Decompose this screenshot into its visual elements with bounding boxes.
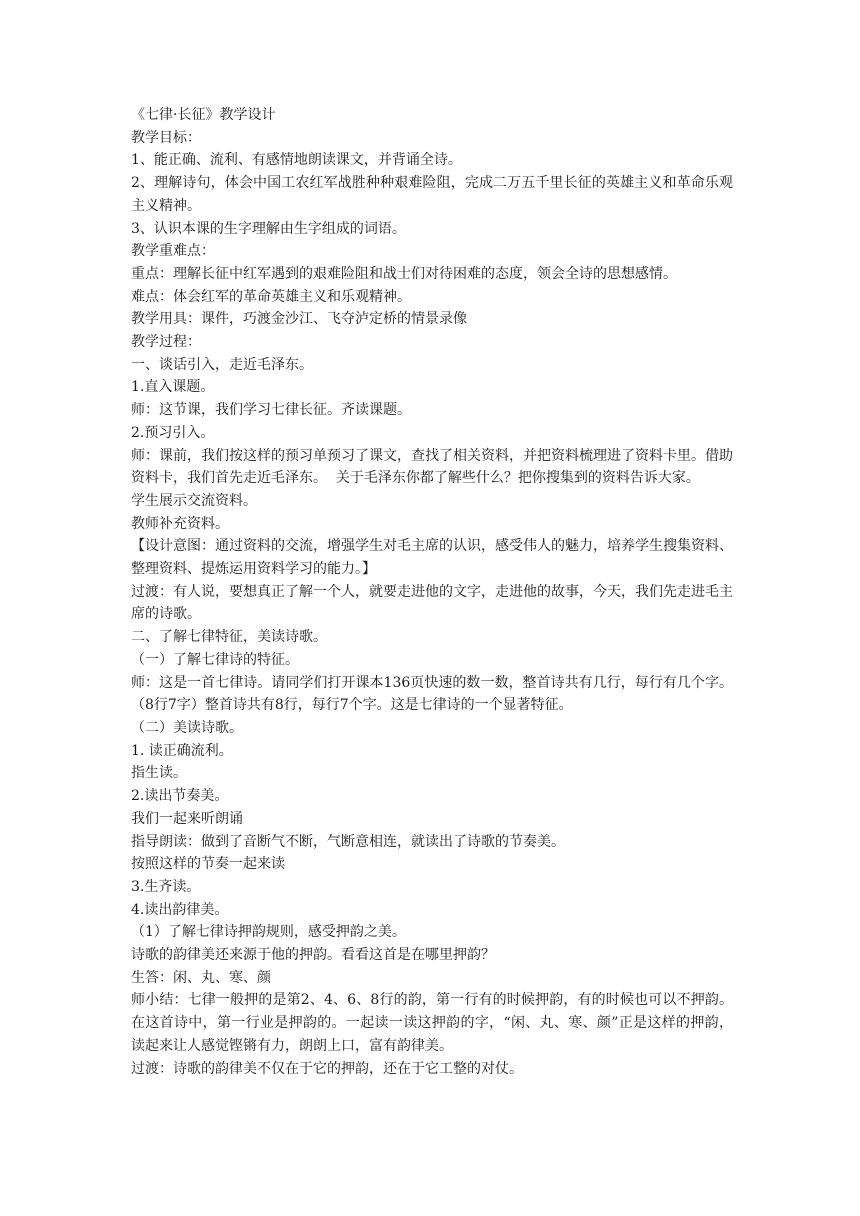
subsection-heading: （二）美读诗歌。 xyxy=(131,719,243,736)
paragraph: 指导朗读：做到了音断气不断，气断意相连，就读出了诗歌的节奏美。 xyxy=(131,833,565,850)
goal-item-1: 1、能正确、流利、有感情地朗读课文，并背诵全诗。 xyxy=(131,152,462,169)
key-point-text: 重点：理解长征中红军遇到的艰难险阻和战士们对待困难的态度，领会全诗的思想感情。 xyxy=(131,265,677,282)
heading-teaching-goals: 教学目标： xyxy=(131,129,201,146)
goal-item-3: 3、认识本课的生字理解由生字组成的词语。 xyxy=(131,220,406,237)
step-2-1: 1. 读正确流利。 xyxy=(131,742,233,759)
goal-item-2: 2、理解诗句，体会中国工农红军战胜种种艰难险阻，完成二万五千里长征的英雄主义和革命乐观主义精神。 xyxy=(131,175,733,214)
step-2-4: 4.读出韵律美。 xyxy=(131,901,229,918)
step-2-3: 3.生齐读。 xyxy=(131,878,201,895)
step-2-2: 2.读出节奏美。 xyxy=(131,788,229,805)
section-1-heading: 一、谈话引入，走近毛泽东。 xyxy=(131,356,313,373)
paragraph: 诗歌的韵律美还来源于他的押韵。看看这首是在哪里押韵？ xyxy=(131,947,495,964)
step-1-1: 1.直入课题。 xyxy=(131,379,215,396)
subsection-heading: （一）了解七律诗的特征。 xyxy=(131,651,299,668)
transition-line: 过渡：诗歌的韵律美不仅在于它的押韵，还在于它工整的对仗。 xyxy=(131,1060,523,1077)
difficulty-text: 难点：体会红军的革命英雄主义和乐观精神。 xyxy=(131,288,411,305)
heading-key-points: 教学重难点： xyxy=(131,243,215,260)
paragraph: 学生展示交流资料。 xyxy=(131,492,257,509)
paragraph: 指生读。 xyxy=(131,765,187,782)
transition-line: 过渡：有人说，要想真正了解一个人，就要走进他的文字，走进他的故事，今天，我们先走进毛主席的诗歌。 xyxy=(131,583,733,623)
paragraph: 教师补充资料。 xyxy=(131,515,229,532)
teacher-line: 师：这节课，我们学习七律长征。齐读课题。 xyxy=(131,402,411,419)
teaching-tools-text: 教学用具：课件，巧渡金沙江、飞夺泸定桥的情景录像 xyxy=(131,311,467,328)
heading-teaching-process: 教学过程： xyxy=(131,334,201,351)
document-title: 《七律·长征》教学设计 xyxy=(131,107,276,123)
sub-step-heading: （1）了解七律诗押韵规则，感受押韵之美。 xyxy=(131,924,406,941)
teacher-line: 师：课前，我们按这样的预习单预习了课文，查找了相关资料，并把资料梳理进了资料卡里。借助资料卡，我们首先走近毛泽东。 关于毛泽东你都了解些什么？把你搜集到的资料告诉大家。 xyxy=(131,447,733,487)
teacher-summary: 师小结：七律一般押的是第2、4、6、8行的韵，第一行有的时候押韵，有的时候也可以不押韵。在这首诗中，第一行业是押韵的。一起读一读这押韵的字，“闲、丸、寒、颜”正是这样的押韵，读起来让人感觉铿锵有力，朗朗上口，富有韵律美。 xyxy=(131,992,733,1054)
section-2-heading: 二、了解七律特征，美读诗歌。 xyxy=(131,629,327,646)
paragraph: 按照这样的节奏一起来读 xyxy=(131,856,285,873)
step-1-2: 2.预习引入。 xyxy=(131,424,215,441)
document-body xyxy=(131,104,733,1080)
paragraph: 我们一起来听朗诵 xyxy=(131,810,243,827)
student-answer: 生答：闲、丸、寒、颜 xyxy=(131,969,271,986)
teacher-line: 师：这是一首七律诗。请同学们打开课本136页快速的数一数，整首诗共有几行，每行有几个字。（8行7字）整首诗共有8行，每行7个字。这是七律诗的一个显著特征。 xyxy=(131,674,733,714)
design-intent-note: 【设计意图：通过资料的交流，增强学生对毛主席的认识，感受伟人的魅力，培养学生搜集资料、整理资料、提炼运用资料学习的能力。】 xyxy=(131,538,733,578)
